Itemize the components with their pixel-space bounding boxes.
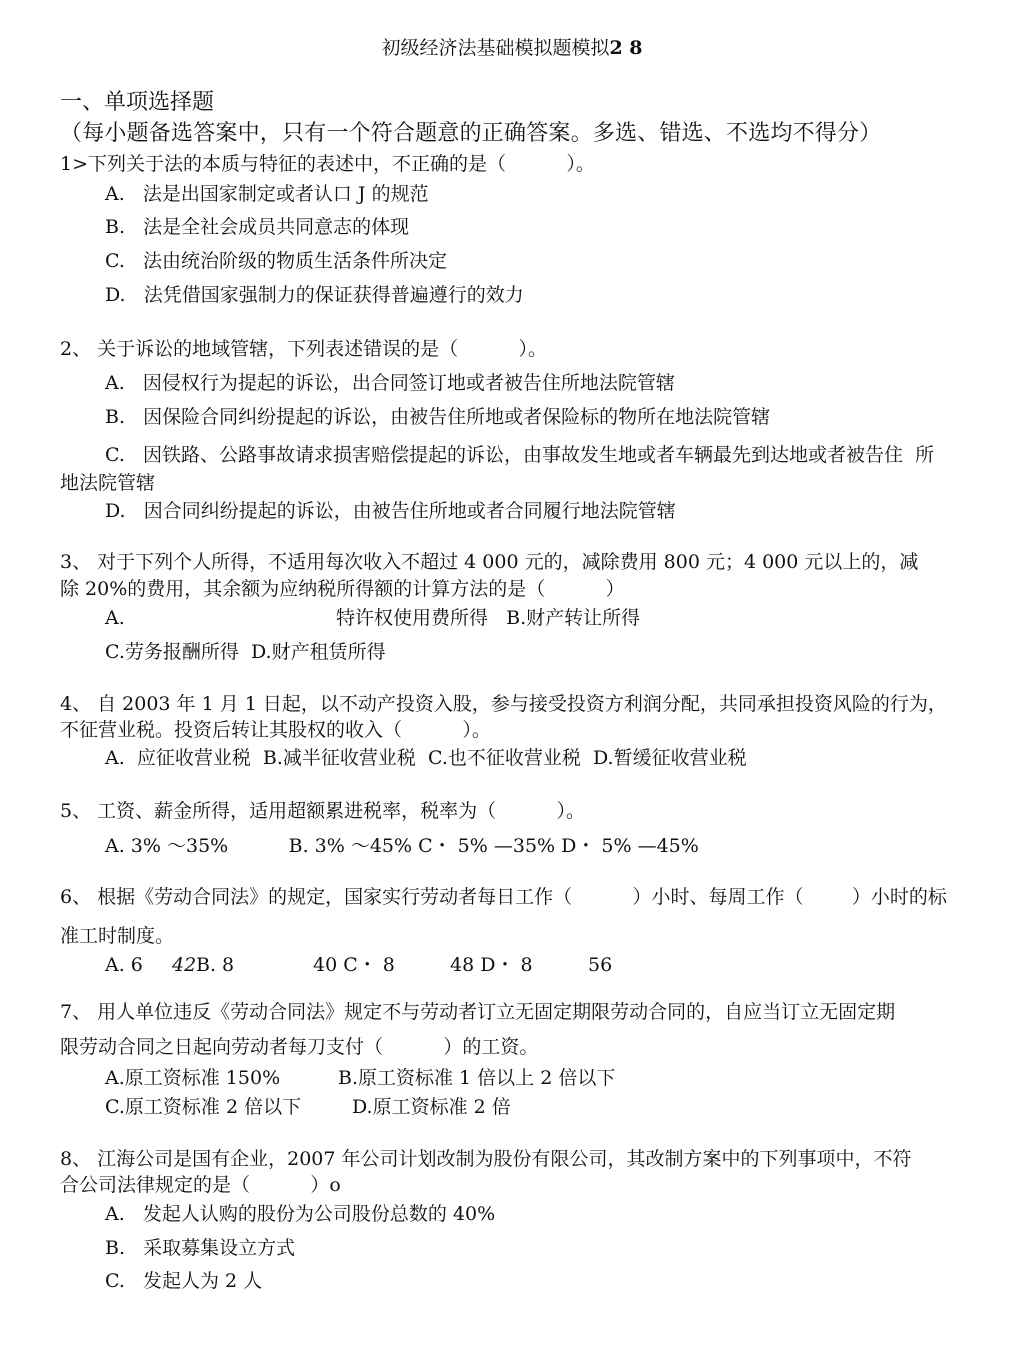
section-instructions: （每小题备选答案中，只有一个符合题意的正确答案。多选、错选、不选均不得分）	[60, 121, 882, 146]
question-6-option-a-value: 42	[172, 954, 197, 976]
question-7-stem-line-2: 限劳动合同之日起向劳动者每刀支付（ ）的工资。	[60, 1036, 539, 1058]
question-3-option-a-letter: A.	[105, 607, 125, 629]
question-2-stem: 2、 关于诉讼的地域管辖，下列表述错误的是（ ）。	[60, 338, 548, 360]
question-2-option-a: A. 因侵权行为提起的诉讼，出合同签订地或者被告住所地法院管辖	[105, 372, 675, 394]
title-text: 初级经济法基础模拟题模拟	[381, 37, 610, 59]
question-7-option-b: B.原工资标准 1 倍以上 2 倍以下	[338, 1067, 616, 1089]
question-6-option-a: A. 6	[105, 954, 143, 976]
page-title	[0, 36, 1024, 60]
question-2-option-c: C. 因铁路、公路事故请求损害赔偿提起的诉讼，由事故发生地或者车辆最先到达地或者被告住 所	[105, 444, 935, 466]
question-1-stem: 1>下列关于法的本质与特征的表述中，不正确的是（ ）。	[60, 153, 595, 175]
question-4-stem-line-2: 不征营业税。投资后转让其股权的收入（ ）。	[60, 719, 491, 741]
question-8-stem-line-2: 合公司法律规定的是（ ）o	[60, 1174, 341, 1196]
question-8-option-a: A. 发起人认购的股份为公司股份总数的 40%	[105, 1203, 496, 1225]
question-1-option-a: A. 法是出国家制定或者认口 J 的规范	[105, 183, 429, 205]
question-6-stem-line-1: 6、 根据《劳动合同法》的规定，国家实行劳动者每日工作（ ）小时、每周工作（ ）小时的标	[60, 886, 947, 908]
question-7-option-c: C.原工资标准 2 倍以下	[105, 1096, 302, 1118]
question-1-option-d: D. 法凭借国家强制力的保证获得普遍遵行的效力	[105, 284, 524, 306]
question-2-option-b: B. 因保险合同纠纷提起的诉讼，由被告住所地或者保险标的物所在地法院管辖	[105, 406, 771, 428]
question-8-option-b: B. 采取募集设立方式	[105, 1237, 296, 1259]
question-5-stem: 5、 工资、薪金所得，适用超额累进税率，税率为（ ）。	[60, 800, 586, 822]
question-2-option-d: D. 因合同纠纷提起的诉讼，由被告住所地或者合同履行地法院管辖	[105, 500, 676, 522]
question-2-option-c-continued: 地法院管辖	[60, 472, 156, 494]
question-3-options-cd: C.劳务报酬所得 D.财产租赁所得	[105, 641, 386, 663]
section-heading: 一、单项选择题	[60, 90, 215, 115]
question-8-stem-line-1: 8、 江海公司是国有企业，2007 年公司计划改制为股份有限公司，其改制方案中的下列事项中，不符	[60, 1148, 912, 1170]
question-8-option-c: C. 发起人为 2 人	[105, 1270, 263, 1292]
question-4-options: A. 应征收营业税 B.减半征收营业税 C.也不征收营业税 D.暂缓征收营业税	[105, 747, 747, 769]
question-1-option-b: B. 法是全社会成员共同意志的体现	[105, 216, 410, 238]
question-6-option-d-value: 56	[588, 954, 613, 976]
question-6-option-c: 40 C・ 8	[313, 954, 395, 976]
question-3-options-ab: 特许权使用费所得 B.财产转让所得	[336, 607, 641, 629]
question-6-stem-line-2: 准工时制度。	[60, 925, 175, 947]
question-6-option-d: 48 D・ 8	[450, 954, 533, 976]
question-4-stem-line-1: 4、 自 2003 年 1 月 1 日起，以不动产投资入股，参与接受投资方利润分配，共同承担投资风险的行为，	[60, 693, 947, 715]
question-7-option-a: A.原工资标准 150%	[105, 1067, 281, 1089]
question-5-options: A. 3% ～35% B. 3% ～45% C・ 5% —35% D・ 5% —45%	[105, 835, 699, 857]
question-1-option-c: C. 法由统治阶级的物质生活条件所决定	[105, 250, 448, 272]
question-3-stem-line-2: 除 20%的费用，其余额为应纳税所得额的计算方法的是（ ）	[60, 578, 625, 600]
question-7-option-d: D.原工资标准 2 倍	[352, 1096, 511, 1118]
question-3-stem-line-1: 3、 对于下列个人所得，不适用每次收入不超过 4 000 元的，减除费用 800 元；4 000 元以上的，减	[60, 551, 919, 573]
question-7-stem-line-1: 7、 用人单位违反《劳动合同法》规定不与劳动者订立无固定期限劳动合同的，自应当订立无固定期	[60, 1001, 896, 1023]
question-6-option-b: B. 8	[196, 954, 235, 976]
title-number: 2 8	[609, 37, 643, 59]
